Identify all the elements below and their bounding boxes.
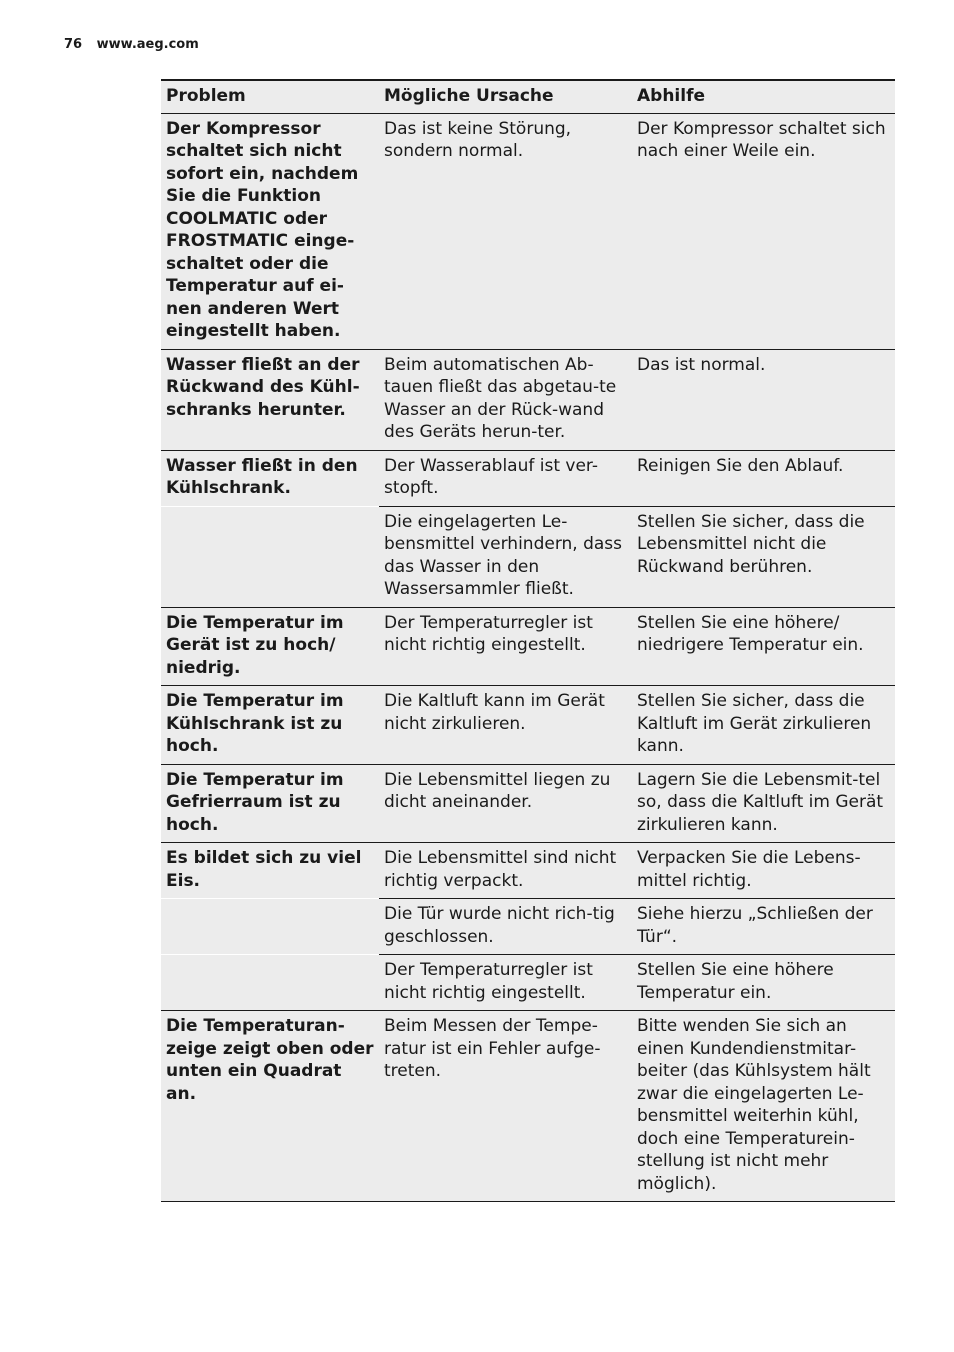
table-row (161, 764, 895, 843)
cause-cell: Beim Messen der Tempe-ratur ist ein Fehler aufge-treten. (379, 1011, 632, 1202)
table-header-row (161, 80, 895, 113)
column-header-problem: Problem (161, 80, 379, 113)
table-row (161, 349, 895, 450)
problem-cell: Die Temperatur im Kühlschrank ist zu hoch. (161, 686, 379, 765)
table-row (161, 686, 895, 765)
remedy-cell: Der Kompressor schaltet sich nach einer Weile ein. (632, 113, 895, 349)
website-link[interactable]: www.aeg.com (96, 37, 199, 52)
table-row (161, 1011, 895, 1202)
problem-cell: Die Temperatur im Gerät ist zu hoch/ niedrig. (161, 607, 379, 686)
column-header-remedy: Abhilfe (632, 80, 895, 113)
remedy-cell: Stellen Sie eine höhere/ niedrigere Temperatur ein. (632, 607, 895, 686)
table-row (161, 899, 895, 955)
column-header-cause: Mögliche Ursache (379, 80, 632, 113)
cause-cell: Die Lebensmittel liegen zu dicht aneinander. (379, 764, 632, 843)
problem-cell (161, 955, 379, 1011)
remedy-cell: Siehe hierzu „Schließen der Tür“. (632, 899, 895, 955)
problem-cell (161, 506, 379, 607)
cause-cell: Die Lebensmittel sind nicht richtig verpackt. (379, 843, 632, 899)
problem-cell: Wasser fließt in den Kühlschrank. (161, 450, 379, 506)
cause-cell: Der Wasserablauf ist ver-stopft. (379, 450, 632, 506)
cause-cell: Der Temperaturregler ist nicht richtig eingestellt. (379, 607, 632, 686)
troubleshooting-table (161, 79, 895, 1202)
remedy-cell: Bitte wenden Sie sich an einen Kundendienstmitar-beiter (das Kühlsystem hält zwar die eingelagerten Le-bensmittel weiterhin kühl, doch eine Temperaturein-stellung ist nicht mehr möglich). (632, 1011, 895, 1202)
table-row (161, 843, 895, 899)
cause-cell: Beim automatischen Ab-tauen fließt das abgetau-te Wasser an der Rück-wand des Geräts herun-ter. (379, 349, 632, 450)
remedy-cell: Reinigen Sie den Ablauf. (632, 450, 895, 506)
problem-cell (161, 899, 379, 955)
cause-cell: Die Kaltluft kann im Gerät nicht zirkulieren. (379, 686, 632, 765)
problem-cell: Der Kompressor schaltet sich nicht sofort ein, nachdem Sie die Funktion COOLMATIC oder FROSTMATIC einge-schaltet oder die Temperatur auf ei-nen anderen Wert eingestellt haben. (161, 113, 379, 349)
cause-cell: Das ist keine Störung, sondern normal. (379, 113, 632, 349)
table-row (161, 450, 895, 506)
cause-cell: Der Temperaturregler ist nicht richtig eingestellt. (379, 955, 632, 1011)
problem-cell: Es bildet sich zu viel Eis. (161, 843, 379, 899)
remedy-cell: Stellen Sie sicher, dass die Lebensmittel nicht die Rückwand berühren. (632, 506, 895, 607)
remedy-cell: Verpacken Sie die Lebens-mittel richtig. (632, 843, 895, 899)
problem-cell: Wasser fließt an der Rückwand des Kühl-schranks herunter. (161, 349, 379, 450)
remedy-cell: Stellen Sie sicher, dass die Kaltluft im Gerät zirkulieren kann. (632, 686, 895, 765)
page-number: 76 (64, 37, 83, 52)
table-row (161, 607, 895, 686)
problem-cell: Die Temperatur im Gefrierraum ist zu hoch. (161, 764, 379, 843)
remedy-cell: Das ist normal. (632, 349, 895, 450)
cause-cell: Die Tür wurde nicht rich-tig geschlossen. (379, 899, 632, 955)
remedy-cell: Stellen Sie eine höhere Temperatur ein. (632, 955, 895, 1011)
page-header (64, 37, 199, 52)
table-row (161, 955, 895, 1011)
table-row (161, 506, 895, 607)
table-row (161, 113, 895, 349)
cause-cell: Die eingelagerten Le-bensmittel verhindern, dass das Wasser in den Wassersammler fließt. (379, 506, 632, 607)
problem-cell: Die Temperaturan-zeige zeigt oben oder unten ein Quadrat an. (161, 1011, 379, 1202)
remedy-cell: Lagern Sie die Lebensmit-tel so, dass die Kaltluft im Gerät zirkulieren kann. (632, 764, 895, 843)
